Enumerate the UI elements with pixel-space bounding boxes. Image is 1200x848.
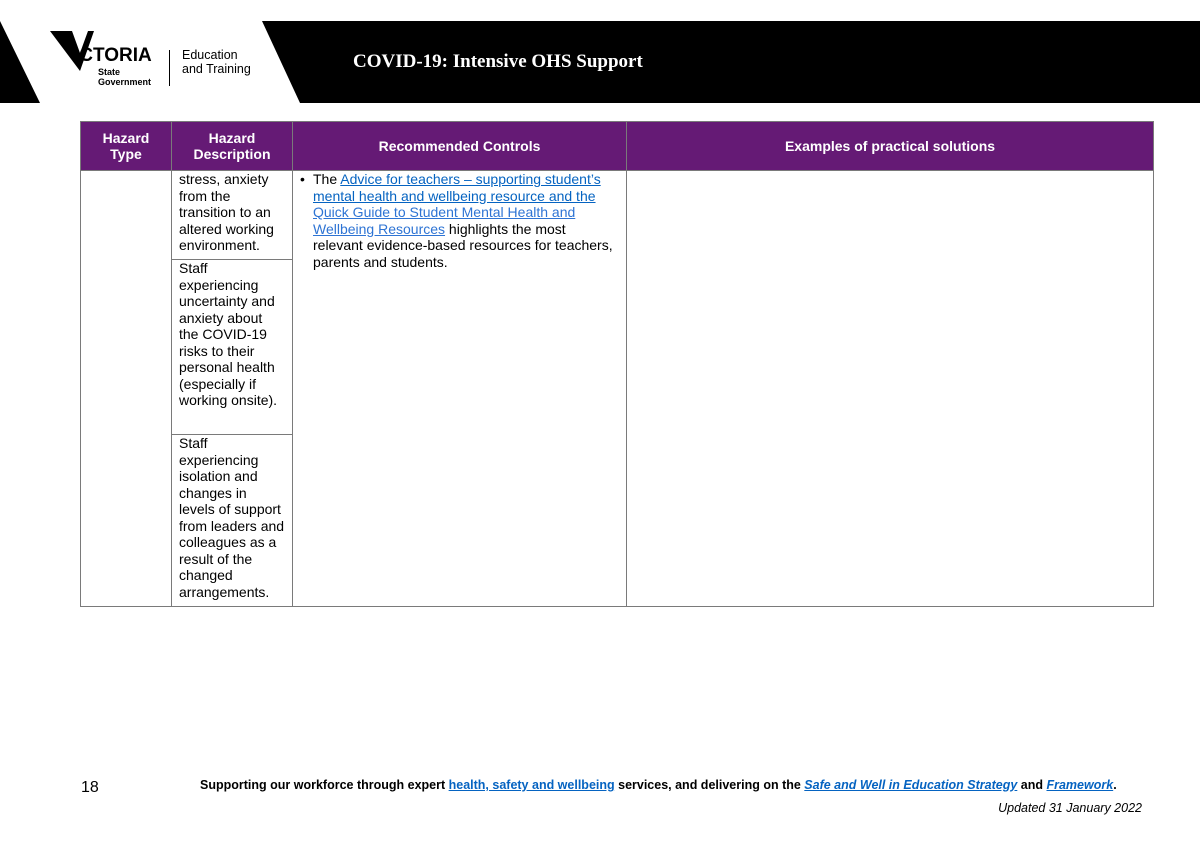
col-header-recommended-controls: Recommended Controls bbox=[293, 122, 627, 171]
hazard-table bbox=[80, 121, 1154, 607]
updated-date: Updated 31 January 2022 bbox=[998, 801, 1142, 815]
svg-text:Government: Government bbox=[98, 77, 152, 87]
advice-for-teachers-link[interactable]: Advice for teachers – supporting student’s mental health and wellbeing resource and the bbox=[313, 171, 601, 204]
svg-text:State: State bbox=[98, 67, 121, 77]
practical-solutions-cell bbox=[627, 171, 1154, 607]
hazard-description-cell: Staff experiencing isolation and changes in levels of support from leaders and colleagues as a result of the changed arrangements. bbox=[172, 435, 293, 607]
dept-line1: Education bbox=[182, 48, 238, 62]
dept-line2: and Training bbox=[182, 62, 251, 76]
page-title: COVID-19: Intensive OHS Support bbox=[353, 51, 643, 72]
col-header-practical-solutions: Examples of practical solutions bbox=[627, 122, 1154, 171]
framework-link[interactable]: Framework bbox=[1046, 778, 1114, 792]
col-header-hazard-description: Hazard Description bbox=[172, 122, 293, 171]
logo-divider bbox=[169, 50, 170, 86]
table-row bbox=[81, 171, 1154, 260]
health-safety-wellbeing-link[interactable]: health, safety and wellbeing bbox=[448, 778, 615, 792]
svg-text:ICTORIA: ICTORIA bbox=[74, 45, 152, 66]
table-header-row bbox=[81, 122, 1154, 171]
col-header-hazard-type: Hazard Type bbox=[81, 122, 172, 171]
recommended-controls-cell bbox=[293, 171, 627, 607]
hazard-type-cell bbox=[81, 171, 172, 607]
page-number: 18 bbox=[81, 779, 99, 796]
safe-and-well-strategy-link[interactable]: Safe and Well in Education Strategy bbox=[804, 778, 1018, 792]
hazard-description-cell: Staff experiencing uncertainty and anxiety about the COVID-19 risks to their personal health (especially if working onsite). bbox=[172, 260, 293, 435]
department-name bbox=[182, 48, 251, 76]
control-text: The Advice for teachers – supporting student’s mental health and wellbeing resource and the Quick Guide to Student Mental Health and Wellbeing Resources highlights the most relevant evidence-based resources for teachers, parents and students. bbox=[313, 171, 613, 270]
control-list-item bbox=[300, 171, 619, 270]
victoria-logo-icon bbox=[50, 31, 160, 93]
bullet-icon: • bbox=[300, 171, 305, 187]
hazard-description-cell: stress, anxiety from the transition to an altered working environment. bbox=[172, 171, 293, 260]
footer-statement: Supporting our workforce through expert health, safety and wellbeing services, and delivering on the Safe and Well in Education Strategy and Framework. bbox=[200, 778, 1117, 792]
quick-guide-link[interactable]: Quick Guide to Student Mental Health and Wellbeing Resources bbox=[313, 204, 576, 237]
